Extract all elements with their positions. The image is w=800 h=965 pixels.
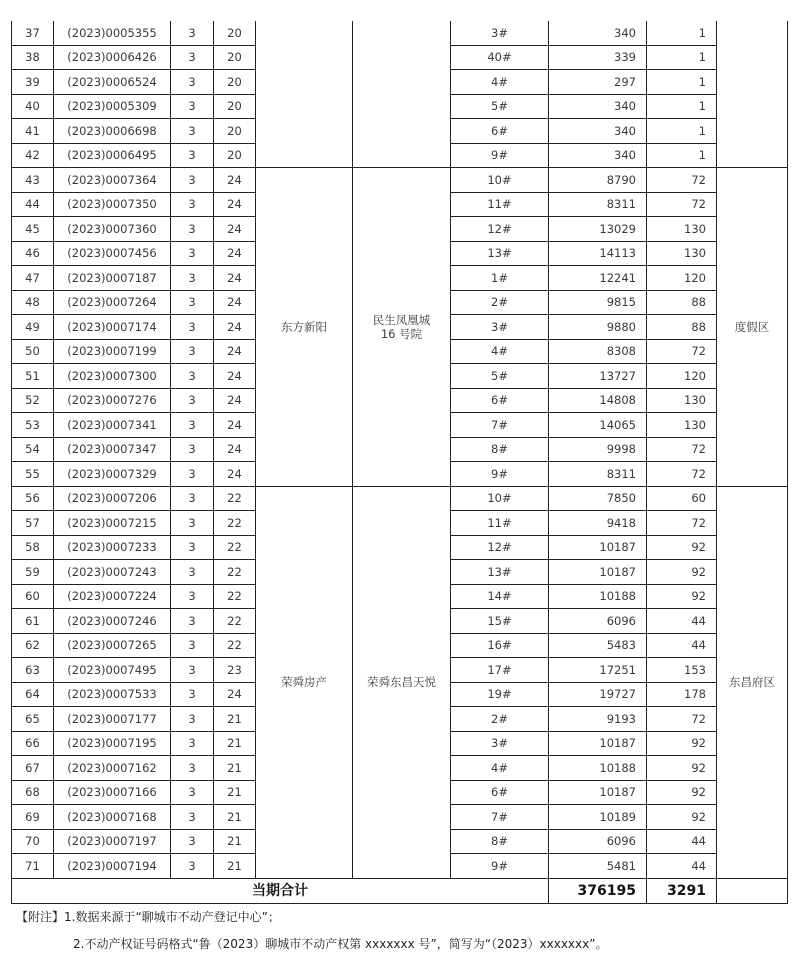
col-3-value: 3: [171, 339, 214, 364]
col-3-value: 3: [171, 388, 214, 413]
floor-area: 8311: [549, 192, 647, 217]
col-3-value: 3: [171, 437, 214, 462]
project-cell: [353, 168, 451, 487]
floor-area: 13727: [549, 364, 647, 389]
certificate-number: (2023)0007168: [54, 805, 171, 830]
unit-count: 72: [647, 707, 717, 732]
total-area: 376195: [549, 878, 647, 903]
unit-count: 1: [647, 94, 717, 119]
project-name-line2: 16 号院: [380, 326, 423, 341]
certificate-number: (2023)0007187: [54, 266, 171, 291]
row-number: 39: [12, 70, 54, 95]
row-number: 47: [12, 266, 54, 291]
district-cell: 东昌府区: [717, 486, 788, 878]
floor-area: 6096: [549, 829, 647, 854]
floor-area: 9193: [549, 707, 647, 732]
building-number: 16#: [451, 633, 549, 658]
certificate-number: (2023)0007195: [54, 731, 171, 756]
col-3-value: 3: [171, 486, 214, 511]
certificate-number: (2023)0007456: [54, 241, 171, 266]
building-number: 11#: [451, 192, 549, 217]
floor-area: 10187: [549, 560, 647, 585]
floor-area: 19727: [549, 682, 647, 707]
row-number: 48: [12, 290, 54, 315]
certificate-number: (2023)0006698: [54, 119, 171, 144]
building-number: 10#: [451, 486, 549, 511]
floor-area: 340: [549, 143, 647, 168]
developer-cell: [256, 21, 353, 168]
col-3-value: 3: [171, 633, 214, 658]
col-4-value: 22: [214, 535, 256, 560]
unit-count: 88: [647, 315, 717, 340]
building-number: 15#: [451, 609, 549, 634]
floor-area: 14065: [549, 413, 647, 438]
unit-count: 92: [647, 560, 717, 585]
col-4-value: 24: [214, 388, 256, 413]
total-label: 当期合计: [12, 878, 549, 903]
col-3-value: 3: [171, 21, 214, 45]
floor-area: 340: [549, 119, 647, 144]
row-number: 40: [12, 94, 54, 119]
col-4-value: 20: [214, 45, 256, 70]
unit-count: 72: [647, 339, 717, 364]
unit-count: 153: [647, 658, 717, 683]
row-number: 49: [12, 315, 54, 340]
row-number: 56: [12, 486, 54, 511]
row-number: 45: [12, 217, 54, 242]
row-number: 46: [12, 241, 54, 266]
unit-count: 130: [647, 413, 717, 438]
col-4-value: 22: [214, 609, 256, 634]
certificate-number: (2023)0007329: [54, 462, 171, 487]
col-3-value: 3: [171, 805, 214, 830]
building-number: 8#: [451, 829, 549, 854]
unit-count: 92: [647, 756, 717, 781]
col-3-value: 3: [171, 94, 214, 119]
col-3-value: 3: [171, 780, 214, 805]
certificate-number: (2023)0007276: [54, 388, 171, 413]
col-4-value: 24: [214, 682, 256, 707]
unit-count: 130: [647, 217, 717, 242]
unit-count: 92: [647, 584, 717, 609]
floor-area: 9418: [549, 511, 647, 536]
certificate-number: (2023)0007215: [54, 511, 171, 536]
certificate-number: (2023)0007246: [54, 609, 171, 634]
col-4-value: 21: [214, 756, 256, 781]
col-4-value: 24: [214, 217, 256, 242]
col-3-value: 3: [171, 731, 214, 756]
col-4-value: 24: [214, 266, 256, 291]
building-number: 6#: [451, 780, 549, 805]
building-number: 1#: [451, 266, 549, 291]
row-number: 68: [12, 780, 54, 805]
col-3-value: 3: [171, 70, 214, 95]
certificate-number: (2023)0007233: [54, 535, 171, 560]
col-4-value: 24: [214, 290, 256, 315]
row-number: 65: [12, 707, 54, 732]
project-cell: 荣舜东昌天悦: [353, 486, 451, 878]
building-number: 11#: [451, 511, 549, 536]
certificate-number: (2023)0007224: [54, 584, 171, 609]
table-body: [12, 21, 788, 903]
col-4-value: 22: [214, 584, 256, 609]
building-number: 9#: [451, 854, 549, 879]
district-cell: [717, 21, 788, 168]
col-3-value: 3: [171, 143, 214, 168]
unit-count: 1: [647, 45, 717, 70]
unit-count: 72: [647, 168, 717, 193]
registration-table: [11, 21, 788, 904]
col-4-value: 24: [214, 315, 256, 340]
certificate-number: (2023)0007265: [54, 633, 171, 658]
floor-area: 297: [549, 70, 647, 95]
row-number: 62: [12, 633, 54, 658]
certificate-number: (2023)0007264: [54, 290, 171, 315]
floor-area: 10187: [549, 780, 647, 805]
col-3-value: 3: [171, 560, 214, 585]
row-number: 44: [12, 192, 54, 217]
building-number: 12#: [451, 535, 549, 560]
unit-count: 92: [647, 805, 717, 830]
unit-count: 44: [647, 829, 717, 854]
unit-count: 120: [647, 364, 717, 389]
row-number: 37: [12, 21, 54, 45]
floor-area: 7850: [549, 486, 647, 511]
col-4-value: 24: [214, 437, 256, 462]
building-number: 3#: [451, 731, 549, 756]
building-number: 4#: [451, 70, 549, 95]
unit-count: 130: [647, 241, 717, 266]
certificate-number: (2023)0006524: [54, 70, 171, 95]
col-4-value: 24: [214, 168, 256, 193]
unit-count: 120: [647, 266, 717, 291]
col-4-value: 24: [214, 364, 256, 389]
floor-area: 9815: [549, 290, 647, 315]
row-number: 70: [12, 829, 54, 854]
building-number: 6#: [451, 119, 549, 144]
developer-cell: 荣舜房产: [256, 486, 353, 878]
building-number: 9#: [451, 143, 549, 168]
table-row: [12, 21, 788, 45]
certificate-number: (2023)0007243: [54, 560, 171, 585]
col-4-value: 21: [214, 731, 256, 756]
col-3-value: 3: [171, 854, 214, 879]
unit-count: 178: [647, 682, 717, 707]
col-4-value: 20: [214, 70, 256, 95]
unit-count: 44: [647, 609, 717, 634]
building-number: 40#: [451, 45, 549, 70]
project-cell: [353, 21, 451, 168]
floor-area: 9880: [549, 315, 647, 340]
floor-area: 5481: [549, 854, 647, 879]
col-3-value: 3: [171, 315, 214, 340]
col-3-value: 3: [171, 168, 214, 193]
project-name-line1: 民生凤凰城: [372, 312, 431, 327]
table-row: [12, 486, 788, 511]
col-3-value: 3: [171, 584, 214, 609]
certificate-number: (2023)0007194: [54, 854, 171, 879]
row-number: 57: [12, 511, 54, 536]
col-4-value: 24: [214, 339, 256, 364]
footnote-1: 【附注】1.数据来源于“聊城市不动产登记中心”；: [16, 910, 280, 924]
row-number: 61: [12, 609, 54, 634]
col-4-value: 20: [214, 21, 256, 45]
row-number: 63: [12, 658, 54, 683]
row-number: 41: [12, 119, 54, 144]
certificate-number: (2023)0007360: [54, 217, 171, 242]
col-4-value: 20: [214, 94, 256, 119]
building-number: 14#: [451, 584, 549, 609]
certificate-number: (2023)0007533: [54, 682, 171, 707]
col-4-value: 23: [214, 658, 256, 683]
row-number: 66: [12, 731, 54, 756]
col-3-value: 3: [171, 609, 214, 634]
certificate-number: (2023)0005309: [54, 94, 171, 119]
floor-area: 14113: [549, 241, 647, 266]
floor-area: 339: [549, 45, 647, 70]
row-number: 38: [12, 45, 54, 70]
building-number: 2#: [451, 707, 549, 732]
col-3-value: 3: [171, 829, 214, 854]
row-number: 54: [12, 437, 54, 462]
unit-count: 92: [647, 535, 717, 560]
unit-count: 1: [647, 143, 717, 168]
floor-area: 14808: [549, 388, 647, 413]
floor-area: 340: [549, 94, 647, 119]
floor-area: 9998: [549, 437, 647, 462]
col-4-value: 22: [214, 560, 256, 585]
col-3-value: 3: [171, 413, 214, 438]
col-4-value: 24: [214, 462, 256, 487]
col-3-value: 3: [171, 192, 214, 217]
total-units: 3291: [647, 878, 717, 903]
col-4-value: 22: [214, 486, 256, 511]
floor-area: 5483: [549, 633, 647, 658]
building-number: 9#: [451, 462, 549, 487]
col-3-value: 3: [171, 241, 214, 266]
col-3-value: 3: [171, 658, 214, 683]
unit-count: 44: [647, 854, 717, 879]
floor-area: 10189: [549, 805, 647, 830]
row-number: 53: [12, 413, 54, 438]
row-number: 58: [12, 535, 54, 560]
total-row: [12, 878, 788, 903]
floor-area: 8308: [549, 339, 647, 364]
floor-area: 10188: [549, 584, 647, 609]
row-number: 42: [12, 143, 54, 168]
unit-count: 72: [647, 462, 717, 487]
col-3-value: 3: [171, 119, 214, 144]
row-number: 69: [12, 805, 54, 830]
certificate-number: (2023)0007364: [54, 168, 171, 193]
building-number: 4#: [451, 756, 549, 781]
footnote-2: 2.不动产权证号码格式“鲁（2023）聊城市不动产权第 xxxxxxx 号”，简写为“（2023）xxxxxxx”。: [73, 937, 608, 951]
certificate-number: (2023)0007206: [54, 486, 171, 511]
certificate-number: (2023)0006426: [54, 45, 171, 70]
floor-area: 340: [549, 21, 647, 45]
row-number: 51: [12, 364, 54, 389]
col-3-value: 3: [171, 45, 214, 70]
building-number: 8#: [451, 437, 549, 462]
col-3-value: 3: [171, 535, 214, 560]
unit-count: 92: [647, 780, 717, 805]
building-number: 10#: [451, 168, 549, 193]
floor-area: 10187: [549, 731, 647, 756]
certificate-number: (2023)0007177: [54, 707, 171, 732]
row-number: 52: [12, 388, 54, 413]
certificate-number: (2023)0007197: [54, 829, 171, 854]
unit-count: 72: [647, 192, 717, 217]
developer-cell: 东方新阳: [256, 168, 353, 487]
floor-area: 8311: [549, 462, 647, 487]
building-number: 7#: [451, 805, 549, 830]
col-3-value: 3: [171, 290, 214, 315]
floor-area: 8790: [549, 168, 647, 193]
certificate-number: (2023)0006495: [54, 143, 171, 168]
building-number: 2#: [451, 290, 549, 315]
col-3-value: 3: [171, 707, 214, 732]
certificate-number: (2023)0007495: [54, 658, 171, 683]
certificate-number: (2023)0007350: [54, 192, 171, 217]
building-number: 17#: [451, 658, 549, 683]
unit-count: 72: [647, 437, 717, 462]
total-district: [717, 878, 788, 903]
certificate-number: (2023)0007166: [54, 780, 171, 805]
certificate-number: (2023)0007199: [54, 339, 171, 364]
building-number: 4#: [451, 339, 549, 364]
col-3-value: 3: [171, 217, 214, 242]
building-number: 5#: [451, 94, 549, 119]
col-4-value: 21: [214, 854, 256, 879]
row-number: 64: [12, 682, 54, 707]
col-3-value: 3: [171, 756, 214, 781]
unit-count: 88: [647, 290, 717, 315]
col-4-value: 24: [214, 241, 256, 266]
certificate-number: (2023)0007162: [54, 756, 171, 781]
building-number: 5#: [451, 364, 549, 389]
certificate-number: (2023)0007341: [54, 413, 171, 438]
unit-count: 1: [647, 70, 717, 95]
unit-count: 72: [647, 511, 717, 536]
col-3-value: 3: [171, 682, 214, 707]
row-number: 60: [12, 584, 54, 609]
unit-count: 44: [647, 633, 717, 658]
building-number: 13#: [451, 241, 549, 266]
col-3-value: 3: [171, 266, 214, 291]
col-3-value: 3: [171, 511, 214, 536]
col-4-value: 20: [214, 119, 256, 144]
floor-area: 17251: [549, 658, 647, 683]
unit-count: 130: [647, 388, 717, 413]
col-4-value: 20: [214, 143, 256, 168]
floor-area: 12241: [549, 266, 647, 291]
col-4-value: 21: [214, 829, 256, 854]
col-4-value: 24: [214, 192, 256, 217]
unit-count: 1: [647, 119, 717, 144]
building-number: 12#: [451, 217, 549, 242]
col-4-value: 24: [214, 413, 256, 438]
building-number: 3#: [451, 315, 549, 340]
certificate-number: (2023)0005355: [54, 21, 171, 45]
col-3-value: 3: [171, 462, 214, 487]
unit-count: 1: [647, 21, 717, 45]
col-3-value: 3: [171, 364, 214, 389]
certificate-number: (2023)0007347: [54, 437, 171, 462]
district-cell: 度假区: [717, 168, 788, 487]
floor-area: 6096: [549, 609, 647, 634]
unit-count: 60: [647, 486, 717, 511]
building-number: 19#: [451, 682, 549, 707]
building-number: 13#: [451, 560, 549, 585]
col-4-value: 21: [214, 805, 256, 830]
col-4-value: 21: [214, 707, 256, 732]
row-number: 71: [12, 854, 54, 879]
row-number: 67: [12, 756, 54, 781]
row-number: 43: [12, 168, 54, 193]
table-row: [12, 168, 788, 193]
building-number: 6#: [451, 388, 549, 413]
row-number: 59: [12, 560, 54, 585]
floor-area: 10187: [549, 535, 647, 560]
row-number: 50: [12, 339, 54, 364]
col-4-value: 21: [214, 780, 256, 805]
col-4-value: 22: [214, 633, 256, 658]
certificate-number: (2023)0007300: [54, 364, 171, 389]
col-4-value: 22: [214, 511, 256, 536]
row-number: 55: [12, 462, 54, 487]
unit-count: 92: [647, 731, 717, 756]
certificate-number: (2023)0007174: [54, 315, 171, 340]
floor-area: 13029: [549, 217, 647, 242]
building-number: 7#: [451, 413, 549, 438]
floor-area: 10188: [549, 756, 647, 781]
building-number: 3#: [451, 21, 549, 45]
